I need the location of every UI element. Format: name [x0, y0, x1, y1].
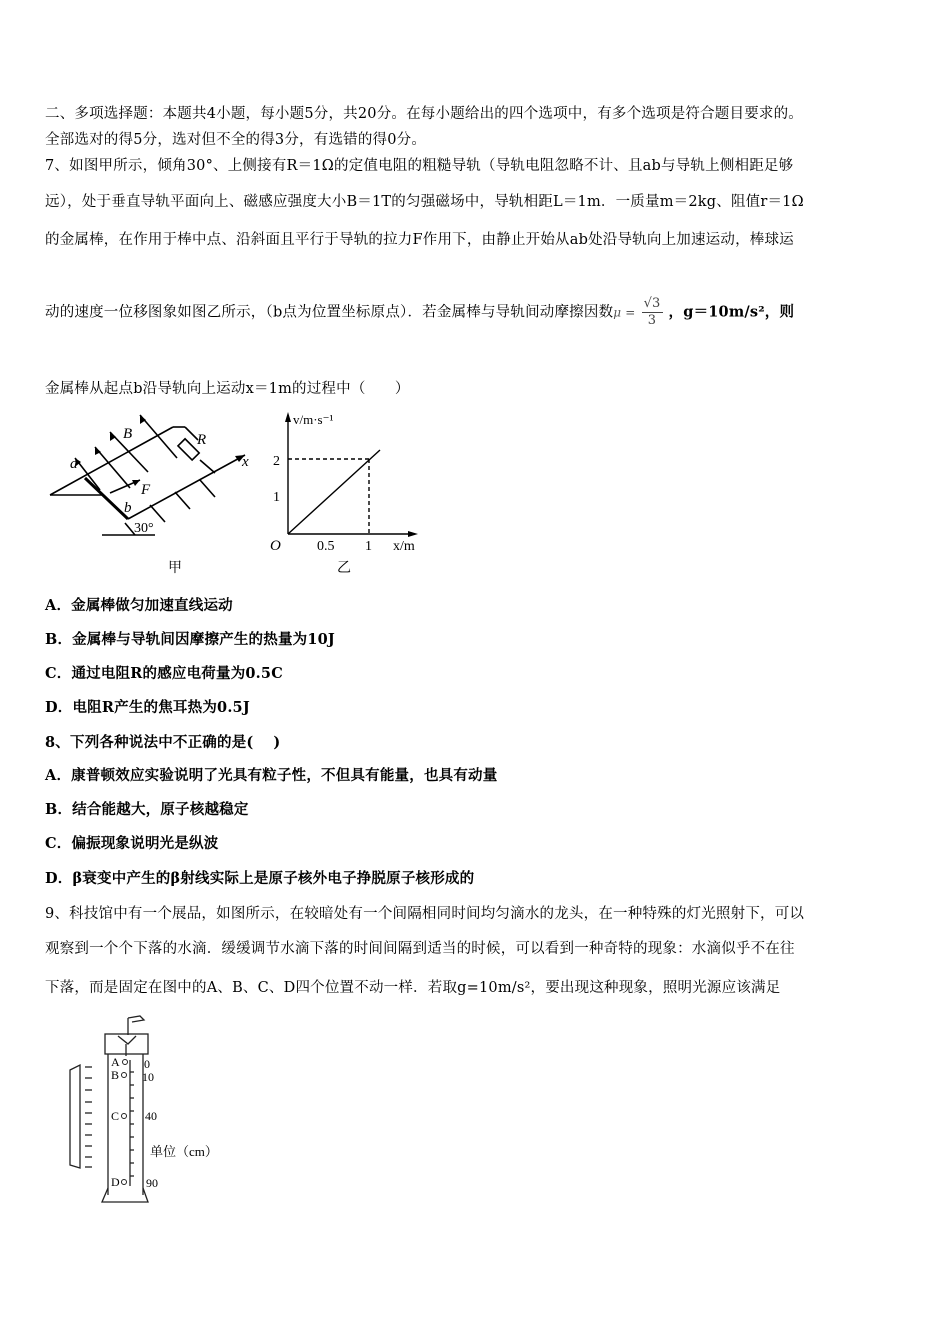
q8-option-c: C．偏振现象说明光是纵波 — [45, 835, 219, 852]
q8-stem: 8、下列各种说法中不正确的是( ) — [45, 734, 281, 751]
mu-symbol: μ = — [613, 305, 636, 320]
point-d: D — [111, 1175, 120, 1189]
q7-option-a: A．金属棒做匀加速直线运动 — [45, 597, 233, 614]
caption-jia: 甲 — [168, 561, 182, 576]
q7-line-4-text: 动的速度一位移图象如图乙所示，（b点为位置坐标原点）．若金属棒与导轨间动摩擦因数 — [45, 304, 614, 321]
q7-option-d: D．电阻R产生的焦耳热为0.5J — [45, 699, 250, 716]
section-header-line-1: 二、多项选择题：本题共4小题，每小题5分，共20分。在每小题给出的四个选项中，有多个选项是符合题目要求的。 — [45, 106, 803, 122]
unit-label: 单位（cm） — [150, 1144, 218, 1159]
mu-fraction — [642, 296, 663, 329]
label-b: b — [124, 500, 132, 516]
q9-line-3: 下落，而是固定在图中的A、B、C、D四个位置不动一样．若取g=10m/s²，要出现这种现象，照明光源应该满足 — [45, 980, 781, 996]
y-tick-1: 1 — [273, 490, 280, 505]
point-a: A — [111, 1055, 120, 1069]
q7-line-2: 远），处于垂直导轨平面向上、磁感应强度大小B＝1T的匀强磁场中，导轨相距L＝1m．一质量m＝2kg、阻值r＝1Ω — [45, 194, 804, 210]
label-F: F — [141, 482, 151, 498]
figure-yi-v-x-graph — [265, 400, 445, 585]
fraction-denominator: 3 — [647, 313, 657, 328]
fraction-numerator: √3 — [643, 296, 661, 311]
scale-90: 90 — [146, 1176, 158, 1190]
x-axis-label: x/m — [393, 539, 415, 554]
q8-option-a: A．康普顿效应实验说明了光具有粒子性，不但具有能量，也具有动量 — [45, 767, 498, 784]
figure-dripping-tube — [40, 1010, 260, 1210]
point-b: B — [111, 1068, 120, 1082]
x-tick-1: 1 — [365, 539, 372, 554]
scale-40: 40 — [145, 1109, 157, 1123]
q9-line-1: 9、科技馆中有一个展品，如图所示，在较暗处有一个间隔相同时间均匀滴水的龙头，在一种特殊的灯光照射下，可以 — [45, 906, 805, 922]
section-header-line-2: 全部选对的得5分，选对但不全的得3分，有选错的得0分。 — [45, 132, 427, 148]
y-axis-label: v/m·s⁻¹ — [293, 412, 334, 427]
q7-line-5: 金属棒从起点b沿导轨向上运动x＝1m的过程中（ ） — [45, 381, 410, 397]
label-R: R — [197, 432, 207, 448]
label-x: x — [242, 454, 249, 470]
q7-line-4-end: ，g＝10m/s²，则 — [668, 303, 795, 321]
q8-option-b: B．结合能越大，原子核越稳定 — [45, 801, 249, 818]
figure-jia-incline-rails — [40, 400, 270, 585]
q7-option-c: C．通过电阻R的感应电荷量为0.5C — [45, 665, 283, 682]
label-angle: 30° — [134, 521, 154, 536]
label-B: B — [123, 426, 133, 442]
q7-line-3: 的金属棒，在作用于棒中点、沿斜面且平行于导轨的拉力F作用下，由静止开始从ab处沿导轨向上加速运动，棒球运 — [45, 232, 794, 248]
y-tick-2: 2 — [273, 454, 280, 469]
point-c: C — [111, 1109, 120, 1123]
x-tick-0-5: 0.5 — [317, 539, 335, 554]
q7-line-4 — [45, 296, 794, 329]
q9-line-2: 观察到一个个下落的水滴．缓缓调节水滴下落的时间间隔到适当的时候，可以看到一种奇特的现象：水滴似乎不在往 — [45, 941, 795, 957]
caption-yi: 乙 — [337, 561, 351, 576]
q7-option-b: B．金属棒与导轨间因摩擦产生的热量为10J — [45, 631, 335, 648]
scale-0: 0 — [144, 1057, 150, 1071]
label-a: a — [70, 456, 78, 472]
scale-10: 10 — [142, 1070, 154, 1084]
origin-label: O — [270, 538, 281, 554]
q7-line-1: 7、如图甲所示，倾角30°、上侧接有R＝1Ω的定值电阻的粗糙导轨（导轨电阻忽略不计、且ab与导轨上侧相距足够 — [45, 158, 794, 174]
q8-option-d: D．β衰变中产生的β射线实际上是原子核外电子挣脱原子核形成的 — [45, 870, 475, 887]
